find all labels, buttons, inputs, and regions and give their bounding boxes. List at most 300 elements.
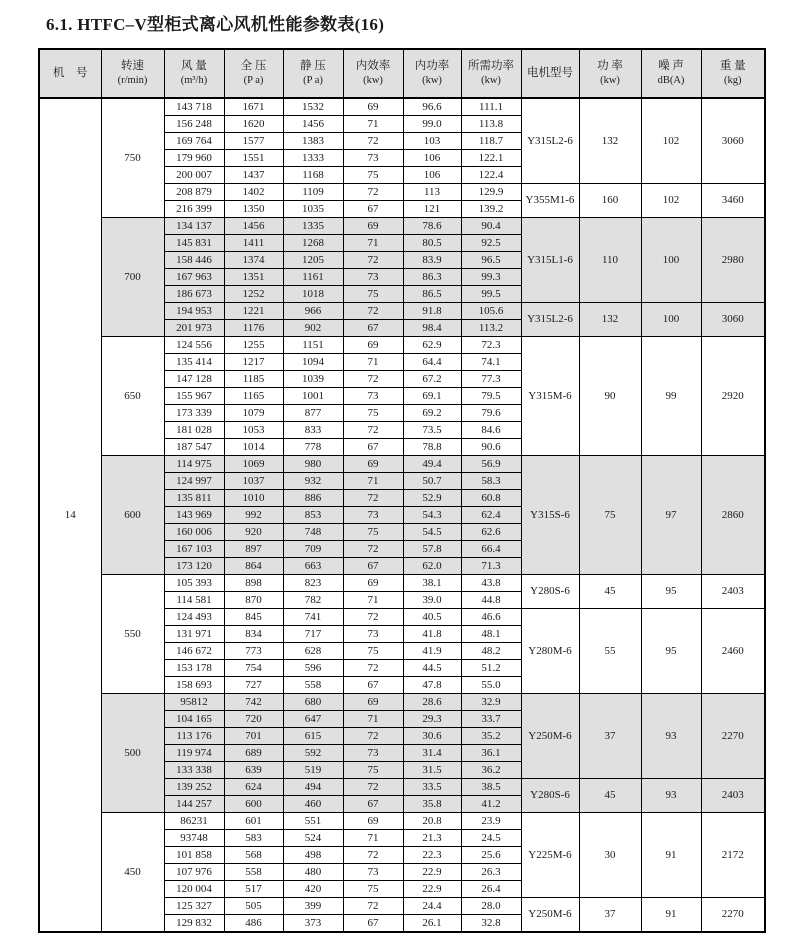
col-header-efficiency: 内效率 (kw) <box>343 49 403 98</box>
cell-total-pressure: 1221 <box>224 303 283 320</box>
cell-total-pressure: 992 <box>224 507 283 524</box>
cell-internal-power: 106 <box>403 167 461 184</box>
cell-required-power: 113.8 <box>461 116 521 133</box>
cell-airflow: 125 327 <box>164 898 224 915</box>
cell-internal-power: 91.8 <box>403 303 461 320</box>
cell-required-power: 62.6 <box>461 524 521 541</box>
cell-efficiency: 75 <box>343 643 403 660</box>
cell-efficiency: 71 <box>343 354 403 371</box>
cell-airflow: 145 831 <box>164 235 224 252</box>
cell-internal-power: 33.5 <box>403 779 461 796</box>
cell-static-pressure: 551 <box>283 813 343 830</box>
cell-airflow: 134 137 <box>164 218 224 235</box>
cell-internal-power: 57.8 <box>403 541 461 558</box>
cell-weight: 2270 <box>701 694 765 779</box>
cell-efficiency: 72 <box>343 847 403 864</box>
cell-airflow: 104 165 <box>164 711 224 728</box>
cell-weight: 2980 <box>701 218 765 303</box>
cell-total-pressure: 624 <box>224 779 283 796</box>
cell-airflow: 95812 <box>164 694 224 711</box>
cell-noise: 93 <box>641 694 701 779</box>
cell-static-pressure: 823 <box>283 575 343 592</box>
cell-internal-power: 73.5 <box>403 422 461 439</box>
cell-airflow: 144 257 <box>164 796 224 813</box>
cell-total-pressure: 897 <box>224 541 283 558</box>
cell-internal-power: 62.9 <box>403 337 461 354</box>
cell-weight: 3060 <box>701 303 765 337</box>
cell-efficiency: 72 <box>343 660 403 677</box>
cell-speed: 450 <box>101 813 164 933</box>
cell-total-pressure: 601 <box>224 813 283 830</box>
cell-total-pressure: 1079 <box>224 405 283 422</box>
cell-airflow: 158 693 <box>164 677 224 694</box>
cell-required-power: 79.5 <box>461 388 521 405</box>
cell-internal-power: 78.8 <box>403 439 461 456</box>
cell-efficiency: 72 <box>343 898 403 915</box>
cell-efficiency: 69 <box>343 337 403 354</box>
cell-total-pressure: 486 <box>224 915 283 933</box>
cell-required-power: 122.1 <box>461 150 521 167</box>
cell-static-pressure: 1335 <box>283 218 343 235</box>
cell-total-pressure: 505 <box>224 898 283 915</box>
cell-static-pressure: 980 <box>283 456 343 473</box>
cell-internal-power: 47.8 <box>403 677 461 694</box>
cell-total-pressure: 701 <box>224 728 283 745</box>
cell-noise: 91 <box>641 898 701 933</box>
cell-required-power: 84.6 <box>461 422 521 439</box>
col-header-required-power: 所需功率 (kw) <box>461 49 521 98</box>
cell-required-power: 23.9 <box>461 813 521 830</box>
cell-internal-power: 35.8 <box>403 796 461 813</box>
cell-total-pressure: 1037 <box>224 473 283 490</box>
cell-required-power: 25.6 <box>461 847 521 864</box>
cell-required-power: 24.5 <box>461 830 521 847</box>
cell-efficiency: 71 <box>343 830 403 847</box>
col-header-speed: 转速 (r/min) <box>101 49 164 98</box>
col-header-internal-power: 内功率 (kw) <box>403 49 461 98</box>
cell-internal-power: 20.8 <box>403 813 461 830</box>
cell-internal-power: 113 <box>403 184 461 201</box>
cell-internal-power: 24.4 <box>403 898 461 915</box>
cell-efficiency: 73 <box>343 150 403 167</box>
cell-weight: 2270 <box>701 898 765 933</box>
cell-internal-power: 50.7 <box>403 473 461 490</box>
col-header-motor-model: 电机型号 <box>521 49 579 98</box>
cell-airflow: 167 963 <box>164 269 224 286</box>
cell-motor-model: Y355M1-6 <box>521 184 579 218</box>
cell-static-pressure: 1018 <box>283 286 343 303</box>
cell-airflow: 181 028 <box>164 422 224 439</box>
cell-weight: 3060 <box>701 98 765 184</box>
cell-required-power: 26.3 <box>461 864 521 881</box>
cell-total-pressure: 1176 <box>224 320 283 337</box>
cell-efficiency: 67 <box>343 201 403 218</box>
cell-airflow: 155 967 <box>164 388 224 405</box>
cell-required-power: 55.0 <box>461 677 521 694</box>
cell-airflow: 113 176 <box>164 728 224 745</box>
cell-internal-power: 22.9 <box>403 864 461 881</box>
cell-static-pressure: 902 <box>283 320 343 337</box>
cell-total-pressure: 600 <box>224 796 283 813</box>
cell-internal-power: 86.5 <box>403 286 461 303</box>
cell-motor-model: Y280M-6 <box>521 609 579 694</box>
cell-static-pressure: 833 <box>283 422 343 439</box>
cell-total-pressure: 727 <box>224 677 283 694</box>
cell-airflow: 153 178 <box>164 660 224 677</box>
cell-total-pressure: 742 <box>224 694 283 711</box>
cell-total-pressure: 1350 <box>224 201 283 218</box>
cell-airflow: 124 493 <box>164 609 224 626</box>
cell-static-pressure: 1333 <box>283 150 343 167</box>
cell-motor-power: 160 <box>579 184 641 218</box>
cell-internal-power: 62.0 <box>403 558 461 575</box>
cell-airflow: 135 811 <box>164 490 224 507</box>
cell-motor-power: 110 <box>579 218 641 303</box>
cell-static-pressure: 1094 <box>283 354 343 371</box>
cell-total-pressure: 1411 <box>224 235 283 252</box>
table-row <box>39 575 765 592</box>
cell-static-pressure: 558 <box>283 677 343 694</box>
cell-efficiency: 72 <box>343 490 403 507</box>
cell-internal-power: 22.3 <box>403 847 461 864</box>
cell-total-pressure: 568 <box>224 847 283 864</box>
cell-static-pressure: 1268 <box>283 235 343 252</box>
cell-motor-power: 37 <box>579 898 641 933</box>
page-title: 6.1. HTFC–V型柜式离心风机性能参数表(16) <box>46 15 385 34</box>
cell-airflow: 173 339 <box>164 405 224 422</box>
cell-efficiency: 71 <box>343 473 403 490</box>
cell-internal-power: 21.3 <box>403 830 461 847</box>
cell-internal-power: 31.5 <box>403 762 461 779</box>
table-row <box>39 218 765 235</box>
cell-required-power: 33.7 <box>461 711 521 728</box>
cell-static-pressure: 524 <box>283 830 343 847</box>
cell-total-pressure: 1671 <box>224 98 283 116</box>
cell-static-pressure: 480 <box>283 864 343 881</box>
cell-airflow: 101 858 <box>164 847 224 864</box>
cell-internal-power: 29.3 <box>403 711 461 728</box>
cell-static-pressure: 1109 <box>283 184 343 201</box>
cell-efficiency: 75 <box>343 167 403 184</box>
cell-required-power: 96.5 <box>461 252 521 269</box>
cell-motor-model: Y315L2-6 <box>521 98 579 184</box>
cell-efficiency: 72 <box>343 303 403 320</box>
cell-required-power: 36.1 <box>461 745 521 762</box>
cell-total-pressure: 558 <box>224 864 283 881</box>
cell-required-power: 46.6 <box>461 609 521 626</box>
cell-total-pressure: 1217 <box>224 354 283 371</box>
cell-static-pressure: 877 <box>283 405 343 422</box>
cell-motor-power: 45 <box>579 779 641 813</box>
cell-static-pressure: 1001 <box>283 388 343 405</box>
cell-static-pressure: 853 <box>283 507 343 524</box>
cell-required-power: 79.6 <box>461 405 521 422</box>
cell-required-power: 32.8 <box>461 915 521 933</box>
cell-total-pressure: 1069 <box>224 456 283 473</box>
cell-airflow: 131 971 <box>164 626 224 643</box>
cell-efficiency: 69 <box>343 456 403 473</box>
cell-airflow: 114 975 <box>164 456 224 473</box>
cell-internal-power: 49.4 <box>403 456 461 473</box>
cell-airflow: 114 581 <box>164 592 224 609</box>
cell-motor-model: Y315L1-6 <box>521 218 579 303</box>
cell-total-pressure: 689 <box>224 745 283 762</box>
cell-efficiency: 73 <box>343 626 403 643</box>
cell-required-power: 72.3 <box>461 337 521 354</box>
cell-airflow: 187 547 <box>164 439 224 456</box>
cell-internal-power: 40.5 <box>403 609 461 626</box>
cell-total-pressure: 1252 <box>224 286 283 303</box>
cell-static-pressure: 592 <box>283 745 343 762</box>
cell-efficiency: 71 <box>343 711 403 728</box>
cell-required-power: 60.8 <box>461 490 521 507</box>
header-row <box>39 49 765 98</box>
cell-airflow: 186 673 <box>164 286 224 303</box>
cell-motor-power: 132 <box>579 98 641 184</box>
cell-required-power: 99.3 <box>461 269 521 286</box>
cell-required-power: 129.9 <box>461 184 521 201</box>
cell-weight: 2920 <box>701 337 765 456</box>
cell-total-pressure: 1185 <box>224 371 283 388</box>
cell-required-power: 90.4 <box>461 218 521 235</box>
cell-internal-power: 98.4 <box>403 320 461 337</box>
cell-required-power: 99.5 <box>461 286 521 303</box>
cell-static-pressure: 1205 <box>283 252 343 269</box>
cell-required-power: 118.7 <box>461 133 521 150</box>
cell-static-pressure: 717 <box>283 626 343 643</box>
cell-total-pressure: 1351 <box>224 269 283 286</box>
cell-efficiency: 71 <box>343 235 403 252</box>
cell-efficiency: 72 <box>343 779 403 796</box>
cell-static-pressure: 1039 <box>283 371 343 388</box>
cell-motor-model: Y315L2-6 <box>521 303 579 337</box>
cell-motor-model: Y250M-6 <box>521 694 579 779</box>
cell-speed: 750 <box>101 98 164 218</box>
cell-required-power: 32.9 <box>461 694 521 711</box>
cell-noise: 91 <box>641 813 701 898</box>
cell-efficiency: 69 <box>343 218 403 235</box>
cell-total-pressure: 845 <box>224 609 283 626</box>
cell-static-pressure: 778 <box>283 439 343 456</box>
cell-efficiency: 72 <box>343 728 403 745</box>
cell-total-pressure: 1165 <box>224 388 283 405</box>
cell-weight: 2172 <box>701 813 765 898</box>
cell-speed: 500 <box>101 694 164 813</box>
cell-static-pressure: 886 <box>283 490 343 507</box>
cell-static-pressure: 1161 <box>283 269 343 286</box>
cell-total-pressure: 898 <box>224 575 283 592</box>
cell-static-pressure: 628 <box>283 643 343 660</box>
cell-static-pressure: 494 <box>283 779 343 796</box>
cell-required-power: 41.2 <box>461 796 521 813</box>
cell-internal-power: 54.3 <box>403 507 461 524</box>
cell-speed: 600 <box>101 456 164 575</box>
cell-total-pressure: 1437 <box>224 167 283 184</box>
cell-required-power: 48.1 <box>461 626 521 643</box>
cell-required-power: 122.4 <box>461 167 521 184</box>
cell-efficiency: 72 <box>343 609 403 626</box>
cell-static-pressure: 782 <box>283 592 343 609</box>
cell-airflow: 124 556 <box>164 337 224 354</box>
cell-efficiency: 75 <box>343 762 403 779</box>
cell-required-power: 92.5 <box>461 235 521 252</box>
cell-efficiency: 69 <box>343 98 403 116</box>
cell-total-pressure: 583 <box>224 830 283 847</box>
cell-noise: 93 <box>641 779 701 813</box>
cell-required-power: 71.3 <box>461 558 521 575</box>
col-header-total-pressure: 全 压 (P a) <box>224 49 283 98</box>
cell-efficiency: 73 <box>343 745 403 762</box>
cell-airflow: 158 446 <box>164 252 224 269</box>
cell-motor-model: Y315M-6 <box>521 337 579 456</box>
cell-required-power: 77.3 <box>461 371 521 388</box>
cell-required-power: 113.2 <box>461 320 521 337</box>
cell-motor-model: Y250M-6 <box>521 898 579 933</box>
cell-static-pressure: 748 <box>283 524 343 541</box>
cell-internal-power: 64.4 <box>403 354 461 371</box>
cell-total-pressure: 1456 <box>224 218 283 235</box>
cell-airflow: 129 832 <box>164 915 224 933</box>
col-header-noise: 噪 声 dB(A) <box>641 49 701 98</box>
cell-static-pressure: 932 <box>283 473 343 490</box>
cell-weight: 2403 <box>701 575 765 609</box>
cell-required-power: 28.0 <box>461 898 521 915</box>
cell-efficiency: 75 <box>343 524 403 541</box>
cell-required-power: 66.4 <box>461 541 521 558</box>
cell-efficiency: 69 <box>343 813 403 830</box>
cell-efficiency: 75 <box>343 286 403 303</box>
cell-speed: 550 <box>101 575 164 694</box>
fan-table-body <box>39 98 765 932</box>
cell-internal-power: 80.5 <box>403 235 461 252</box>
cell-required-power: 74.1 <box>461 354 521 371</box>
table-row <box>39 337 765 354</box>
cell-total-pressure: 1577 <box>224 133 283 150</box>
cell-weight: 3460 <box>701 184 765 218</box>
cell-required-power: 111.1 <box>461 98 521 116</box>
cell-internal-power: 78.6 <box>403 218 461 235</box>
cell-total-pressure: 864 <box>224 558 283 575</box>
cell-internal-power: 52.9 <box>403 490 461 507</box>
cell-efficiency: 67 <box>343 677 403 694</box>
cell-motor-power: 75 <box>579 456 641 575</box>
cell-efficiency: 75 <box>343 405 403 422</box>
cell-noise: 100 <box>641 218 701 303</box>
cell-efficiency: 73 <box>343 507 403 524</box>
cell-airflow: 124 997 <box>164 473 224 490</box>
cell-airflow: 160 006 <box>164 524 224 541</box>
cell-efficiency: 67 <box>343 439 403 456</box>
cell-static-pressure: 519 <box>283 762 343 779</box>
cell-required-power: 139.2 <box>461 201 521 218</box>
cell-efficiency: 69 <box>343 694 403 711</box>
cell-required-power: 48.2 <box>461 643 521 660</box>
cell-static-pressure: 1168 <box>283 167 343 184</box>
cell-required-power: 62.4 <box>461 507 521 524</box>
cell-static-pressure: 460 <box>283 796 343 813</box>
cell-efficiency: 67 <box>343 796 403 813</box>
cell-total-pressure: 1402 <box>224 184 283 201</box>
cell-required-power: 26.4 <box>461 881 521 898</box>
cell-total-pressure: 720 <box>224 711 283 728</box>
cell-weight: 2460 <box>701 609 765 694</box>
cell-internal-power: 96.6 <box>403 98 461 116</box>
cell-internal-power: 41.9 <box>403 643 461 660</box>
cell-total-pressure: 834 <box>224 626 283 643</box>
cell-motor-power: 132 <box>579 303 641 337</box>
cell-airflow: 143 718 <box>164 98 224 116</box>
cell-total-pressure: 1620 <box>224 116 283 133</box>
cell-efficiency: 72 <box>343 371 403 388</box>
cell-noise: 102 <box>641 184 701 218</box>
cell-airflow: 194 953 <box>164 303 224 320</box>
cell-efficiency: 69 <box>343 575 403 592</box>
cell-airflow: 86231 <box>164 813 224 830</box>
cell-speed: 700 <box>101 218 164 337</box>
cell-required-power: 56.9 <box>461 456 521 473</box>
cell-static-pressure: 709 <box>283 541 343 558</box>
cell-static-pressure: 1456 <box>283 116 343 133</box>
cell-efficiency: 72 <box>343 252 403 269</box>
cell-total-pressure: 773 <box>224 643 283 660</box>
cell-internal-power: 67.2 <box>403 371 461 388</box>
col-header-machine-no: 机 号 <box>39 49 101 98</box>
cell-airflow: 208 879 <box>164 184 224 201</box>
cell-static-pressure: 647 <box>283 711 343 728</box>
cell-airflow: 173 120 <box>164 558 224 575</box>
cell-airflow: 143 969 <box>164 507 224 524</box>
cell-internal-power: 86.3 <box>403 269 461 286</box>
cell-motor-power: 45 <box>579 575 641 609</box>
cell-airflow: 135 414 <box>164 354 224 371</box>
cell-total-pressure: 1374 <box>224 252 283 269</box>
col-header-static-pressure: 静 压 (P a) <box>283 49 343 98</box>
cell-internal-power: 121 <box>403 201 461 218</box>
cell-noise: 97 <box>641 456 701 575</box>
cell-airflow: 107 976 <box>164 864 224 881</box>
cell-static-pressure: 1035 <box>283 201 343 218</box>
cell-efficiency: 72 <box>343 133 403 150</box>
cell-static-pressure: 1151 <box>283 337 343 354</box>
cell-airflow: 93748 <box>164 830 224 847</box>
cell-speed: 650 <box>101 337 164 456</box>
cell-noise: 95 <box>641 575 701 609</box>
cell-static-pressure: 1532 <box>283 98 343 116</box>
cell-internal-power: 39.0 <box>403 592 461 609</box>
cell-airflow: 169 764 <box>164 133 224 150</box>
cell-total-pressure: 1053 <box>224 422 283 439</box>
cell-motor-power: 55 <box>579 609 641 694</box>
cell-airflow: 216 399 <box>164 201 224 218</box>
cell-motor-power: 37 <box>579 694 641 779</box>
cell-airflow: 156 248 <box>164 116 224 133</box>
cell-motor-model: Y280S-6 <box>521 575 579 609</box>
table-row <box>39 694 765 711</box>
cell-airflow: 201 973 <box>164 320 224 337</box>
cell-efficiency: 72 <box>343 422 403 439</box>
cell-required-power: 51.2 <box>461 660 521 677</box>
cell-efficiency: 67 <box>343 320 403 337</box>
cell-airflow: 105 393 <box>164 575 224 592</box>
cell-total-pressure: 1255 <box>224 337 283 354</box>
cell-efficiency: 73 <box>343 864 403 881</box>
cell-static-pressure: 966 <box>283 303 343 320</box>
fan-performance-table <box>38 48 766 933</box>
table-header <box>39 49 765 98</box>
cell-efficiency: 67 <box>343 915 403 933</box>
cell-internal-power: 31.4 <box>403 745 461 762</box>
cell-total-pressure: 1010 <box>224 490 283 507</box>
